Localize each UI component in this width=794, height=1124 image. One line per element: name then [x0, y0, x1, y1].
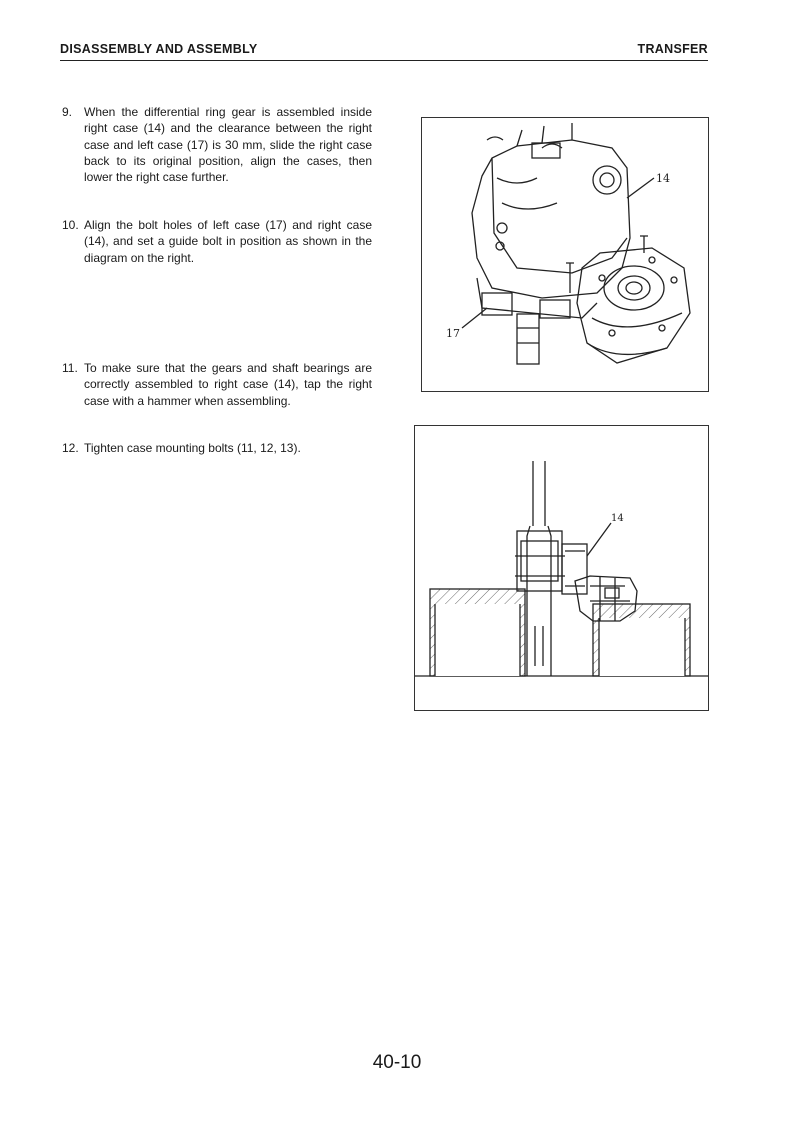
- figure-case-assembly: [421, 117, 709, 392]
- page-number: 40-10: [372, 1052, 422, 1073]
- step-text: Align the bolt holes of left case (17) and right case (14), and set a guide bolt in position as shown in the diagram on the right.: [84, 218, 372, 265]
- step-11: [62, 360, 372, 409]
- step-number: 11.: [62, 361, 78, 375]
- step-text: Tighten case mounting bolts (11, 12, 13).: [84, 441, 301, 455]
- cross-section-drawing: [415, 426, 708, 710]
- step-number: 12.: [62, 441, 79, 455]
- step-12: [62, 440, 372, 456]
- chapter-title: TRANSFER: [637, 42, 708, 56]
- step-number: 10.: [62, 218, 79, 232]
- step-text: When the differential ring gear is assembled inside right case (14) and the clearance between the right case and left case (17) is 30 mm, slide the right case back to its original position, align the cases, then lower the right case further.: [84, 105, 372, 185]
- step-10: [62, 217, 372, 266]
- step-9: [62, 104, 372, 185]
- section-title: DISASSEMBLY AND ASSEMBLY: [60, 42, 258, 56]
- step-number: 9.: [62, 105, 73, 119]
- callout-14: 14: [611, 513, 624, 524]
- callout-14: 14: [656, 172, 670, 185]
- figure-cross-section: [414, 425, 709, 711]
- callout-17: 17: [446, 327, 460, 340]
- page-header: [60, 40, 708, 61]
- step-text: To make sure that the gears and shaft bearings are correctly assembled to right case (14), tap the right case with a hammer when assembling.: [84, 361, 372, 408]
- case-assembly-drawing: [422, 118, 708, 391]
